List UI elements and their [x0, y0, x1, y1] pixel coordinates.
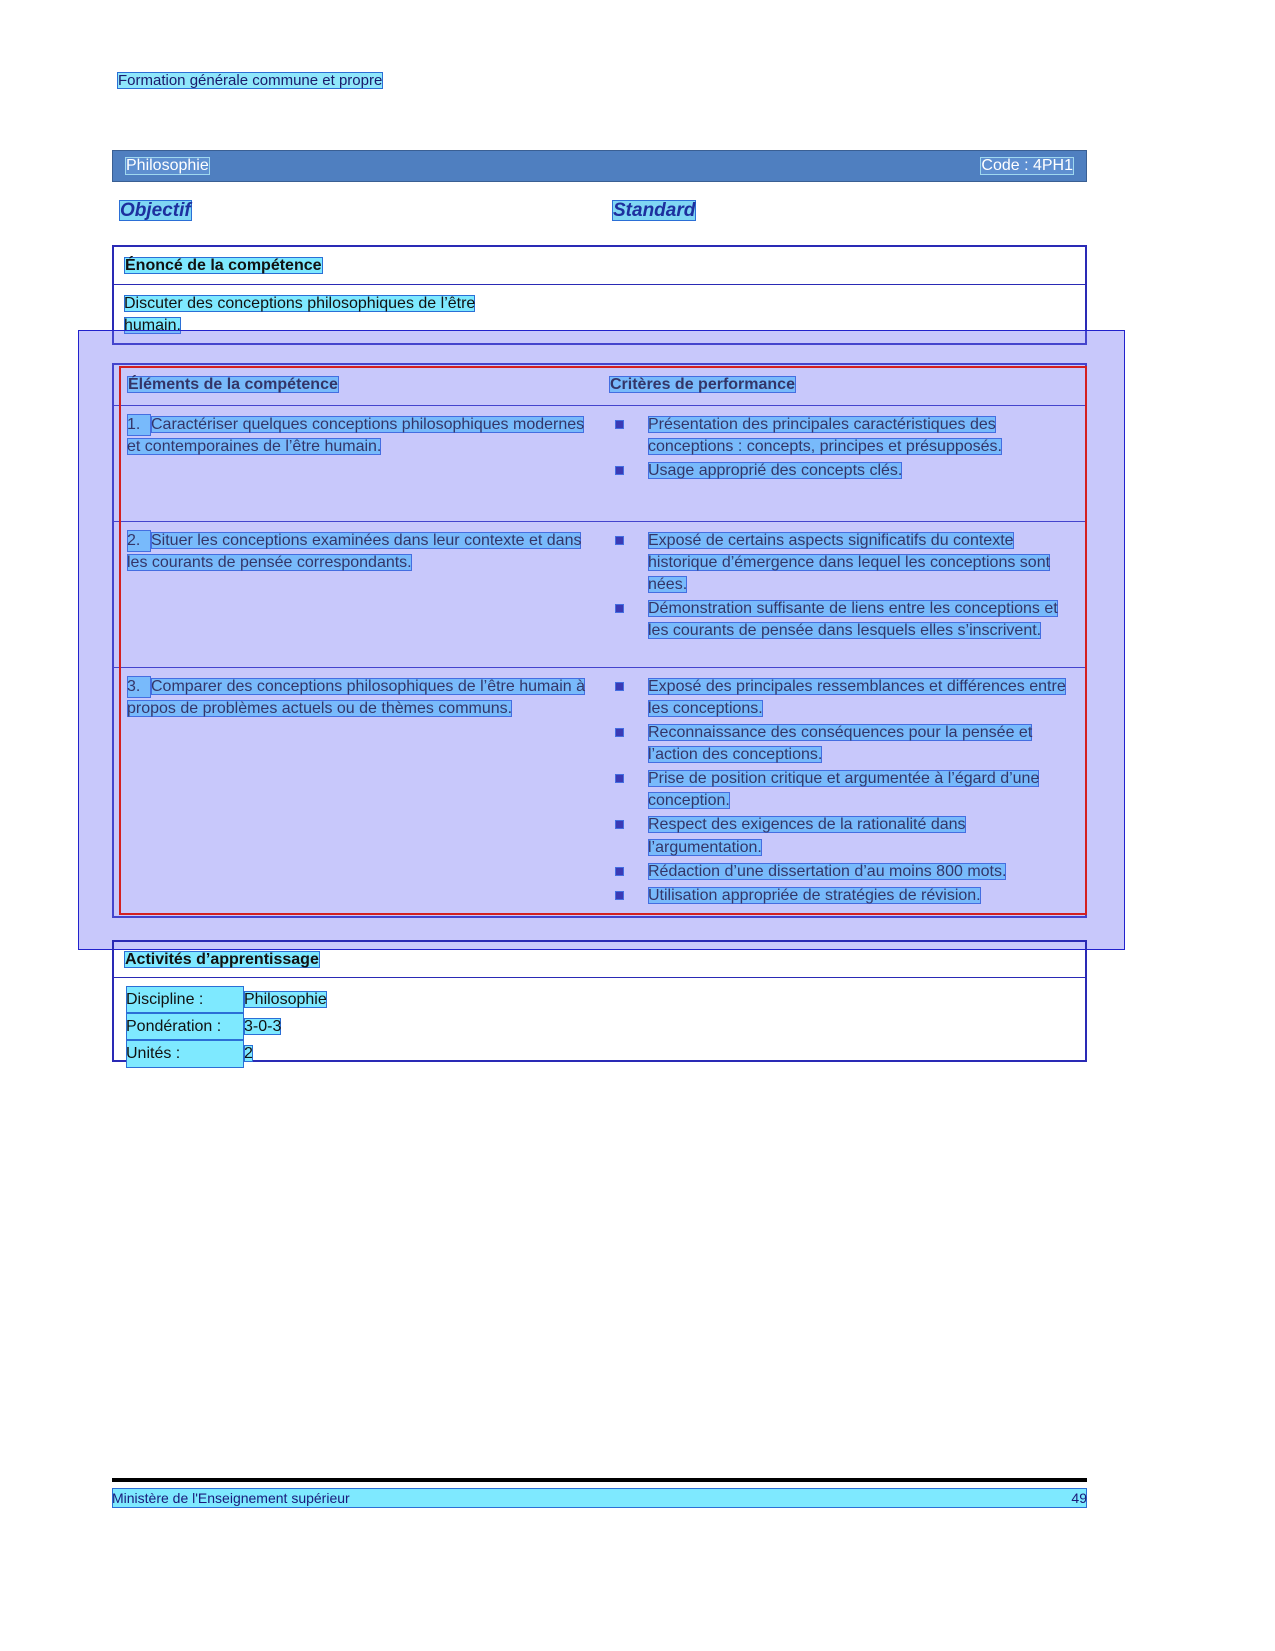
- bullet-icon: [616, 683, 623, 690]
- footer-page-number: 49: [1071, 1490, 1087, 1506]
- table-header-elements: Éléments de la compétence: [128, 376, 338, 393]
- bullet-icon: [616, 868, 623, 875]
- bullet-icon: [616, 421, 623, 428]
- activity-field: [126, 1040, 1085, 1067]
- field-label: Pondération :: [126, 1013, 244, 1040]
- list-item: Exposé des principales ressemblances et différences entre les conceptions.: [606, 676, 1076, 720]
- competence-statement-line1: Discuter des conceptions philosophiques de l’être: [124, 295, 476, 312]
- course-title-bar: [112, 150, 1087, 182]
- criteria-cell: [606, 414, 1076, 484]
- table-row: [114, 522, 1085, 668]
- competence-statement-body: [114, 285, 1085, 336]
- page-footer: [112, 1488, 1087, 1508]
- element-cell: [127, 414, 587, 458]
- list-item: Usage approprié des concepts clés.: [606, 460, 1076, 482]
- activity-field: [126, 986, 1085, 1013]
- footer-ministry: Ministère de l'Enseignement supérieur: [112, 1490, 350, 1506]
- criteria-list: [606, 676, 1076, 907]
- element-cell: [127, 530, 587, 574]
- criteria-cell: [606, 530, 1076, 644]
- element-text: Comparer des conceptions philosophiques de l’être humain à propos de problèmes actuels ou de thèmes communs.: [127, 678, 586, 718]
- course-name: Philosophie: [126, 157, 209, 174]
- learning-activities-header: [114, 942, 1085, 978]
- element-text: Situer les conceptions examinées dans leur contexte et dans les courants de pensée correspondants.: [127, 532, 582, 572]
- bullet-icon: [616, 892, 623, 899]
- bullet-icon: [616, 821, 623, 828]
- bullet-icon: [616, 605, 623, 612]
- element-text: Caractériser quelques conceptions philosophiques modernes et contemporaines de l’être humain.: [127, 416, 585, 456]
- page-header-note: [117, 72, 383, 89]
- learning-activities-box: [112, 940, 1087, 1062]
- activity-field: [126, 1013, 1085, 1040]
- list-item: Présentation des principales caractéristiques des conceptions : concepts, principes et présupposés.: [606, 414, 1076, 458]
- heading-standard: Standard: [613, 200, 696, 221]
- element-cell: [127, 676, 587, 720]
- table-row: [114, 668, 1085, 923]
- course-code: Code : 4PH1: [981, 157, 1073, 174]
- learning-activities-body: [114, 978, 1085, 1068]
- field-label: Discipline :: [126, 986, 244, 1013]
- element-number: 2.: [127, 530, 151, 552]
- competence-statement-header: [114, 247, 1085, 285]
- criteria-list: [606, 530, 1076, 642]
- bullet-icon: [616, 775, 623, 782]
- bullet-icon: [616, 537, 623, 544]
- field-value: Philosophie: [244, 991, 327, 1008]
- competence-table: [112, 363, 1087, 918]
- competence-statement-line2: humain.: [124, 316, 181, 334]
- bullet-icon: [616, 467, 623, 474]
- table-header-criteria: Critères de performance: [610, 376, 795, 393]
- field-value: 3-0-3: [244, 1018, 282, 1036]
- criteria-cell: [606, 676, 1076, 909]
- list-item: Rédaction d’une dissertation d’au moins 800 mots.: [606, 861, 1076, 883]
- list-item: Démonstration suffisante de liens entre les conceptions et les courants de pensée dans lesquels elles s’inscrivent.: [606, 598, 1076, 642]
- element-number: 1.: [127, 414, 151, 436]
- competence-statement-box: [112, 245, 1087, 345]
- list-item: Reconnaissance des conséquences pour la pensée et l’action des conceptions.: [606, 722, 1076, 766]
- list-item: Prise de position critique et argumentée à l’égard d’une conception.: [606, 768, 1076, 812]
- table-row: [114, 406, 1085, 522]
- field-label: Unités :: [126, 1040, 244, 1067]
- bullet-icon: [616, 729, 623, 736]
- list-item: Exposé de certains aspects significatifs du contexte historique d’émergence dans lequel les conceptions sont nées.: [606, 530, 1076, 596]
- learning-activities-heading: Activités d’apprentissage: [125, 950, 319, 968]
- footer-divider: [112, 1478, 1087, 1482]
- element-number: 3.: [127, 676, 151, 698]
- list-item: Utilisation appropriée de stratégies de révision.: [606, 885, 1076, 907]
- list-item: Respect des exigences de la rationalité dans l’argumentation.: [606, 814, 1076, 858]
- competence-statement-heading: Énoncé de la compétence: [125, 256, 322, 274]
- heading-objectif: Objectif: [120, 200, 191, 221]
- field-value: 2: [244, 1045, 253, 1063]
- table-header-row: [114, 365, 1085, 406]
- criteria-list: [606, 414, 1076, 482]
- header-note-text: Formation générale commune et propre: [118, 72, 383, 89]
